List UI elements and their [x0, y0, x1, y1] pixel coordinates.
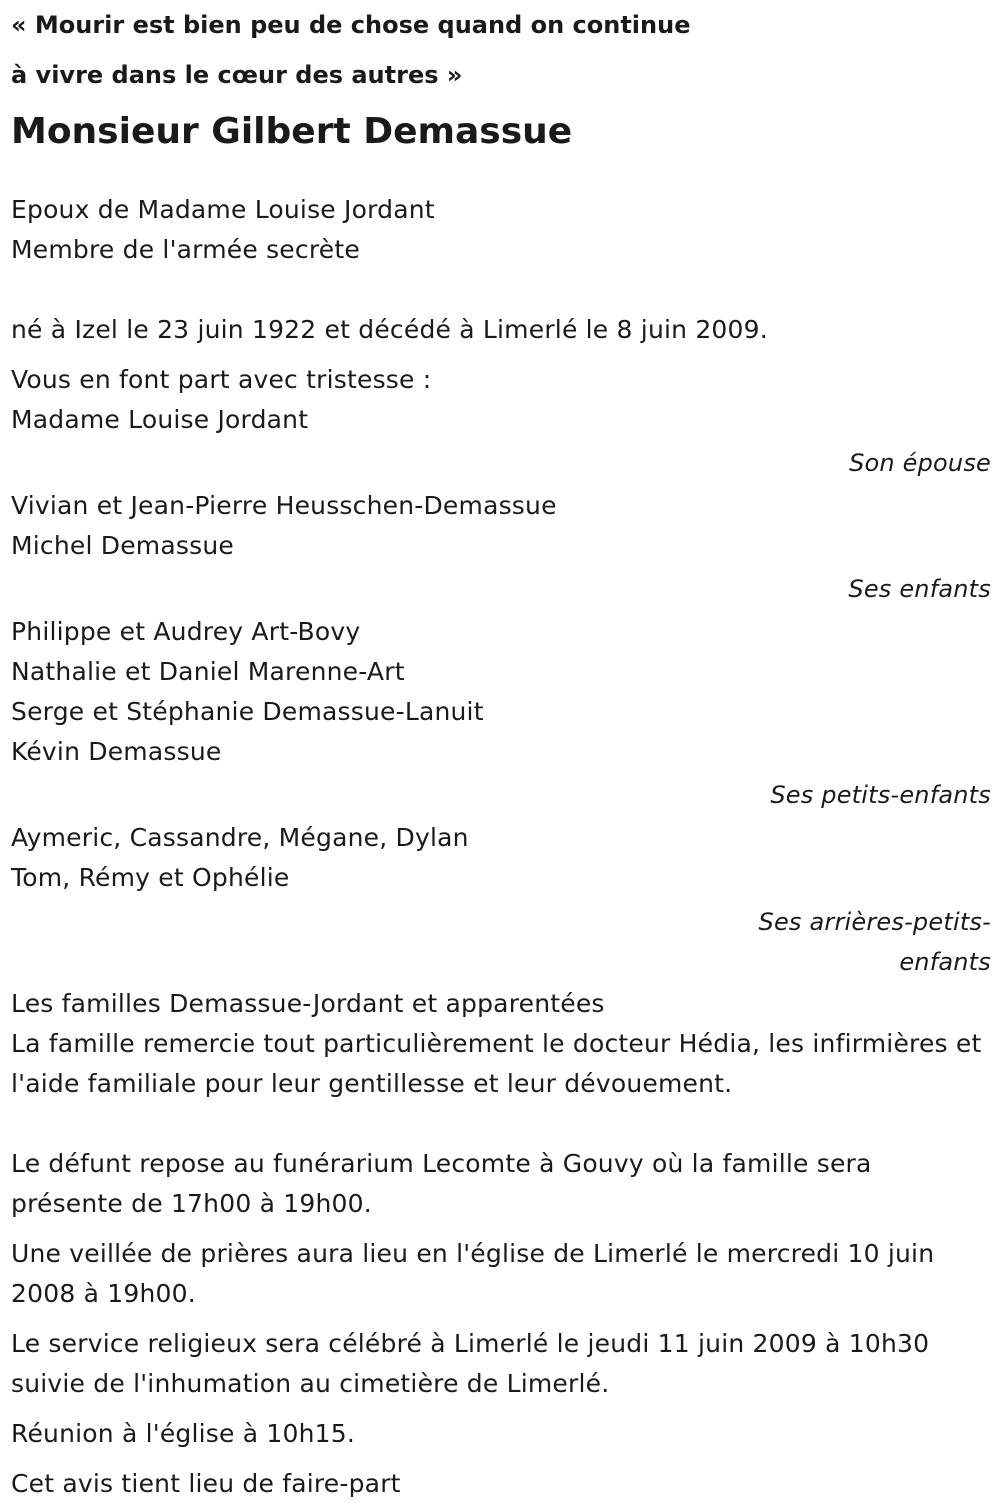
family-group-children: [11, 486, 991, 612]
obituary-notice: [11, 0, 991, 1504]
repose-paragraph: Le défunt repose au funérarium Lecomte à Gouvy où la famille sera présente de 17h00 à 19h00.: [11, 1149, 872, 1218]
relation-label: Son épouse: [849, 449, 991, 477]
family-member: Nathalie et Daniel Marenne-Art: [11, 657, 405, 686]
family-group-spouse: [11, 400, 991, 486]
family-member: Tom, Rémy et Ophélie: [11, 863, 290, 892]
notice-line: Cet avis tient lieu de faire-part: [11, 1469, 401, 1498]
vigil-paragraph: Une veillée de prières aura lieu en l'église de Limerlé le mercredi 10 juin 2008 à 19h00.: [11, 1239, 935, 1308]
family-member: Philippe et Audrey Art-Bovy: [11, 617, 361, 646]
family-member: Madame Louise Jordant: [11, 405, 309, 434]
relation-label-line-2: enfants: [899, 948, 991, 976]
quote-line-2: à vivre dans le cœur des autres »: [11, 61, 463, 89]
family-group-grandchildren: [11, 612, 991, 818]
relation-label: Ses enfants: [848, 575, 991, 603]
families-line: Les familles Demassue-Jordant et apparentées: [11, 989, 605, 1018]
membership-line: Membre de l'armée secrète: [11, 235, 360, 264]
relation-label-line-1: Ses arrières-petits-: [758, 908, 991, 936]
birth-death-line: né à Izel le 23 juin 1922 et décédé à Limerlé le 8 juin 2009.: [11, 315, 768, 344]
family-member: Aymeric, Cassandre, Mégane, Dylan: [11, 823, 469, 852]
family-member: Michel Demassue: [11, 531, 234, 560]
family-member: Kévin Demassue: [11, 737, 222, 766]
relation-label: Ses petits-enfants: [770, 781, 991, 809]
family-group-great-grandchildren: [11, 818, 991, 982]
meeting-line: Réunion à l'église à 10h15.: [11, 1419, 356, 1448]
service-paragraph: Le service religieux sera célébré à Limerlé le jeudi 11 juin 2009 à 10h30 suivie de l'inhumation au cimetière de Limerlé.: [11, 1329, 930, 1398]
epigraph-quote: [11, 0, 991, 100]
announcement-intro: Vous en font part avec tristesse :: [11, 365, 432, 394]
deceased-details: [11, 190, 991, 1504]
family-member: Vivian et Jean-Pierre Heusschen-Demassue: [11, 491, 557, 520]
thanks-paragraph: La famille remercie tout particulièrement le docteur Hédia, les infirmières et l'aide familiale pour leur gentillesse et leur dévouement.: [11, 1029, 982, 1098]
deceased-name: Monsieur Gilbert Demassue: [11, 111, 573, 152]
spouse-line: Epoux de Madame Louise Jordant: [11, 195, 435, 224]
family-member: Serge et Stéphanie Demassue-Lanuit: [11, 697, 484, 726]
quote-line-1: « Mourir est bien peu de chose quand on continue: [11, 11, 691, 39]
relation-label: [11, 902, 991, 982]
